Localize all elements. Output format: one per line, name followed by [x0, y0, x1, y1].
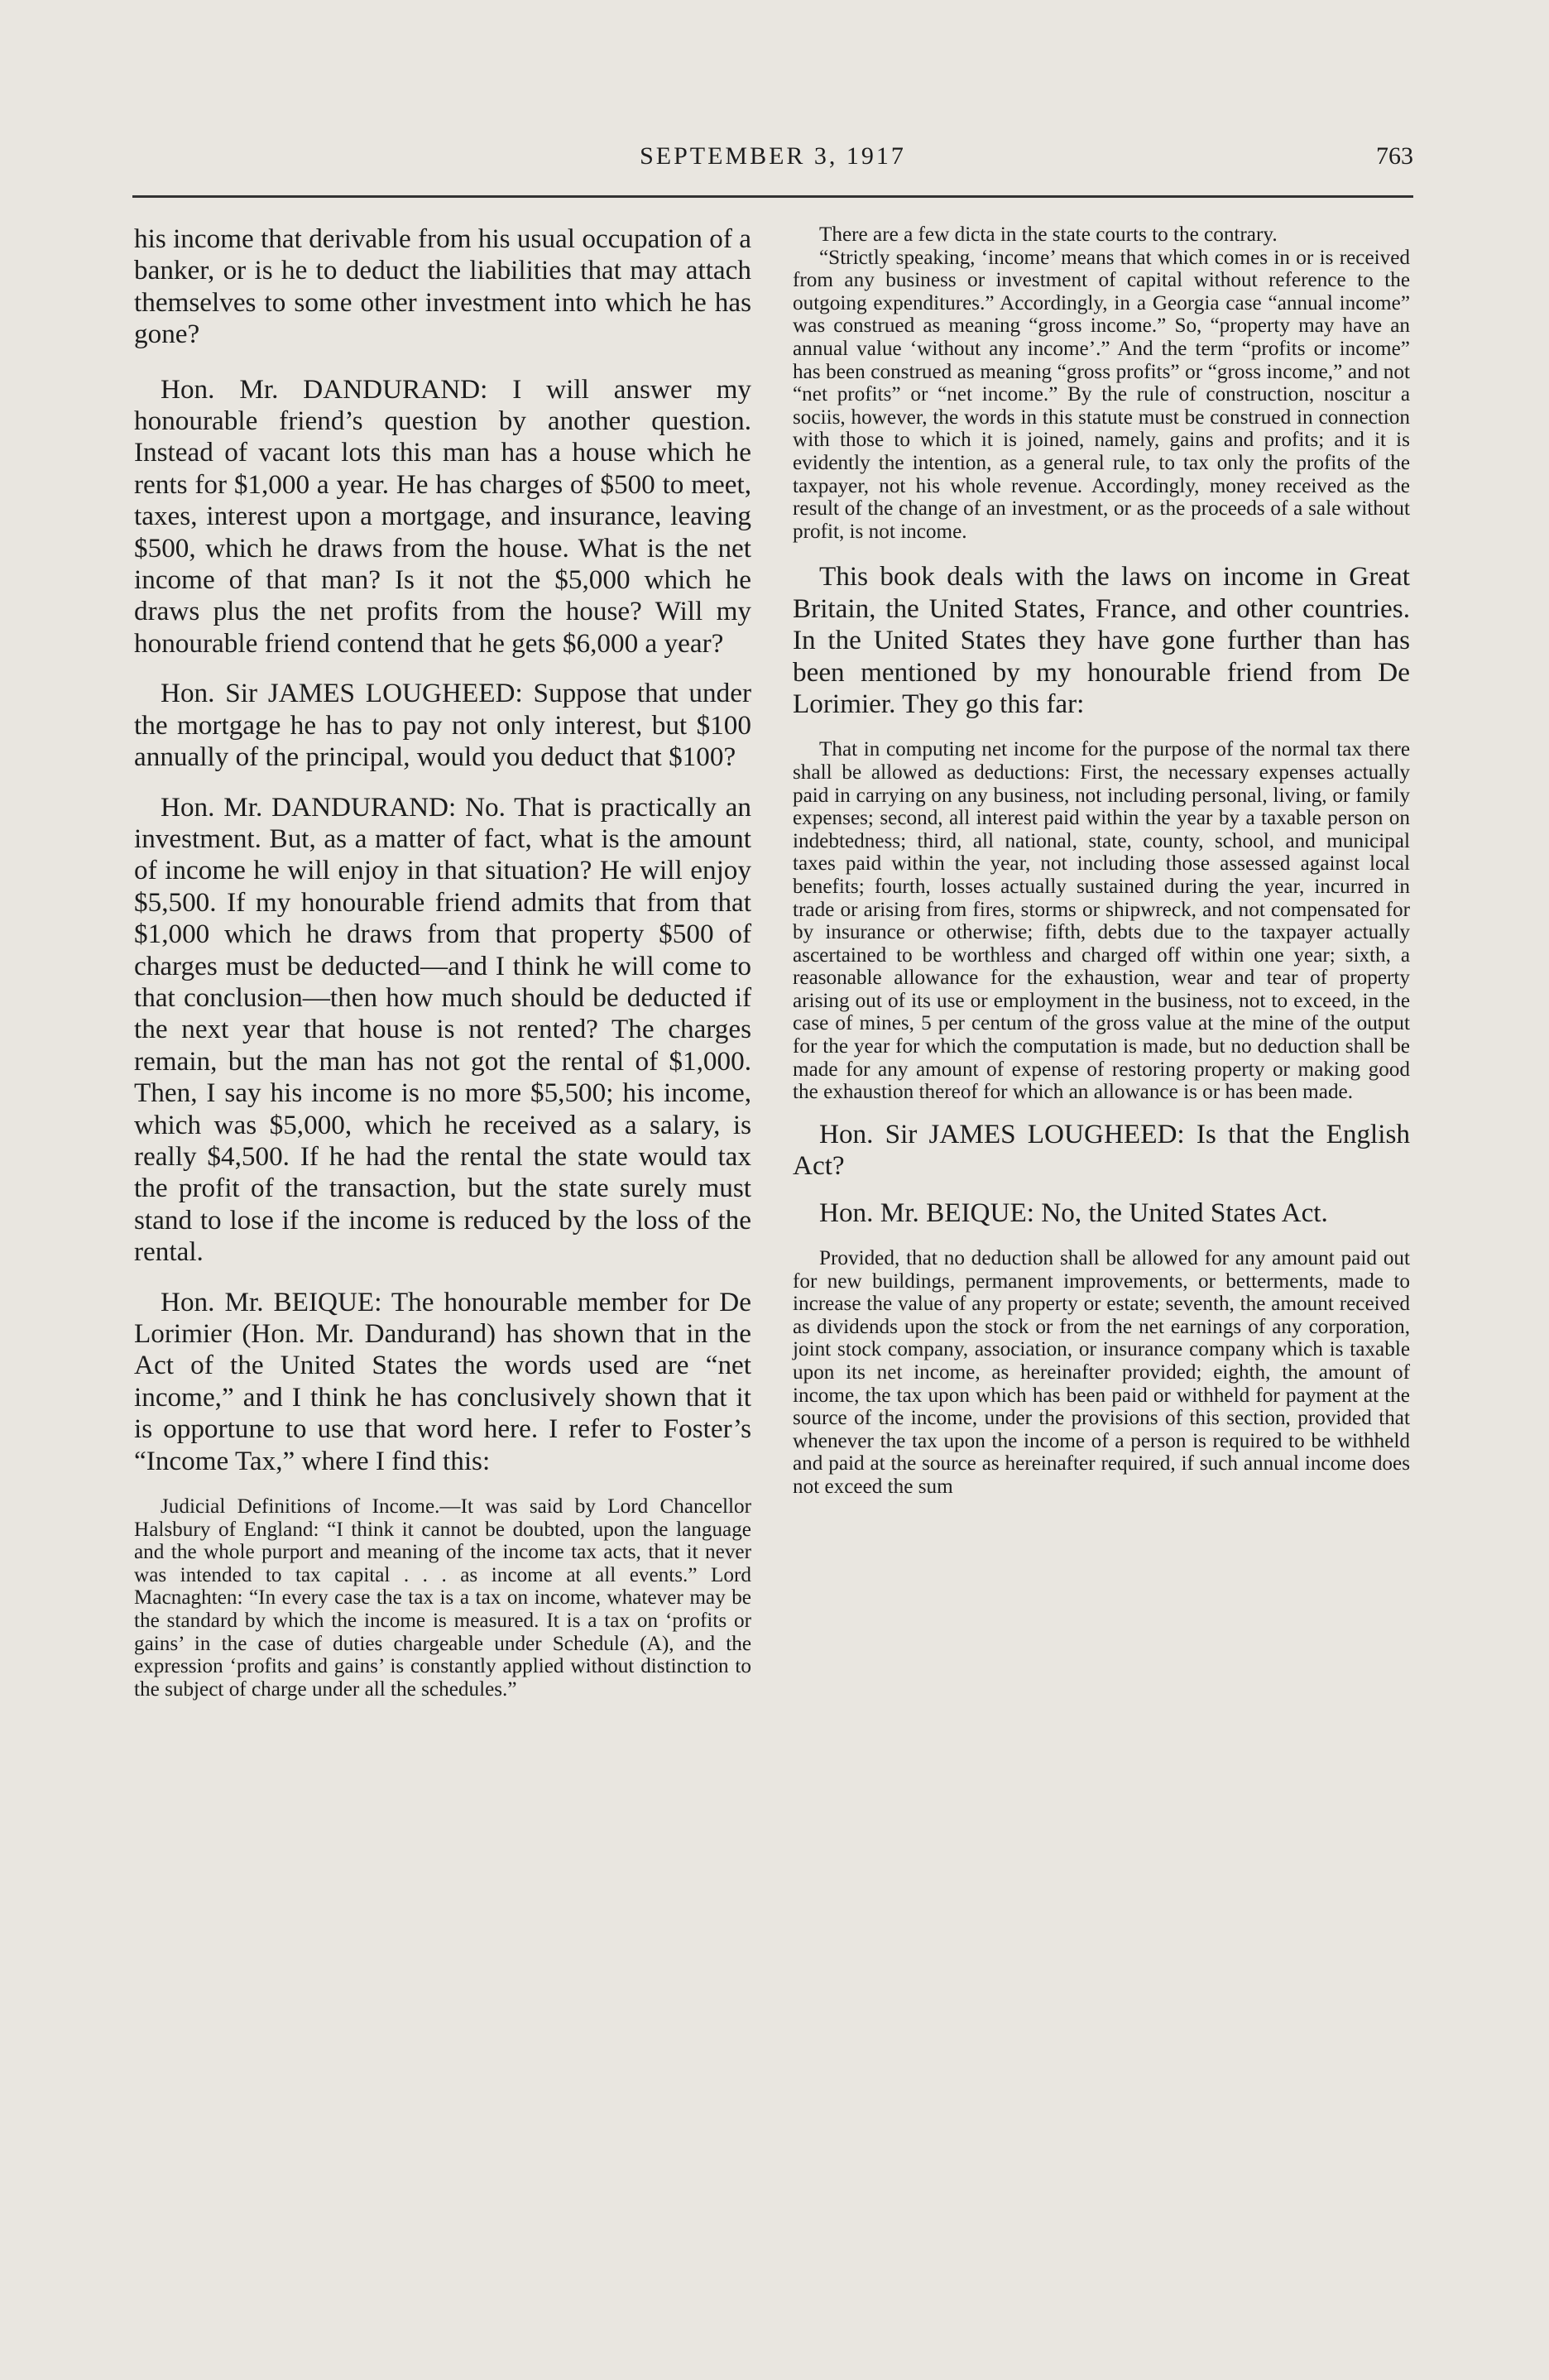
page-number: 763	[1376, 142, 1413, 170]
page-header	[132, 132, 1413, 184]
paragraph-beique-statement: Hon. Mr. BEIQUE: The honourable member for De Lorimier (Hon. Mr. Dandurand) has shown that in the Act of the United States the words used are “net income,” and I think he has conclusively shown that it is opportune to use that word here. I refer to Foster’s “Income Tax,” where I find this:	[134, 1286, 751, 1476]
paragraph-continuation: his income that derivable from his usual occupation of a banker, or is he to deduct the liabilities that may attach themselves to some other investment into which he has gone?	[134, 223, 751, 350]
header-date: SEPTEMBER 3, 1917	[640, 142, 906, 170]
left-column	[134, 223, 751, 1701]
quotation-deductions: That in computing net income for the purpose of the normal tax there shall be allowed as deductions: First, the necessary expenses actually paid in carrying on any business, not including personal, living, or family expenses; second, all interest paid within the year by a taxable person on indebtedness; third, all national, state, county, school, and municipal taxes paid within the year, not including those assessed against local benefits; fourth, losses actually sustained during the year, incurred in trade or arising from fires, storms or shipwreck, and not compensated for by insurance or otherwise; fifth, debts due to the taxpayer actually ascertained to be worthless and charged off within one year; sixth, a reasonable allowance for the exhaustion, wear and tear of property arising out of its use or employment in the business, not to exceed, in the case of mines, 5 per centum of the gross value at the mine of the output for the year for which the computation is made, but no deduction shall be made for any amount of expense of restoring property or making good the exhaustion thereof for which an allowance is or has been made.	[793, 738, 1410, 1104]
paragraph-beique-united-states-act: Hon. Mr. BEIQUE: No, the United States Act.	[819, 1197, 1328, 1228]
quotation-judicial-definitions: Judicial Definitions of Income.—It was said by Lord Chancellor Halsbury of England: “I think it cannot be doubted, upon the language and the whole purport and meaning of the income tax acts, that it never was intended to tax capital . . . as income at all events.” Lord Macnaghten: “In every case the tax is a tax on income, whatever may be the standard by which the income is measured. It is a tax on ‘profits or gains’ in the case of duties chargeable under Schedule (A), and the expression ‘profits and gains’ is constantly applied without distinction to the subject of charge under all the schedules.”	[134, 1495, 751, 1701]
paragraph-lougheed-question: Hon. Sir JAMES LOUGHEED: Suppose that under the mortgage he has to pay not only interest, but $100 annually of the principal, would you deduct that $100?	[134, 678, 751, 773]
quotation-strictly-speaking: “Strictly speaking, ‘income’ means that which comes in or is received from any business or investment of capital without reference to the outgoing expenditures.” Accordingly, in a Georgia case “annual income” was construed as meaning “gross income.” So, “property may have an annual value ‘without any income’.” And the term “profits or income” has been construed as meaning “gross profits” or “gross income,” and not “net profits” or “net income.” By the rule of construction, noscitur a sociis, however, the words in this statute must be construed in connection with those to which it is joined, namely, gains and profits; and it is evidently the intention, as a general rule, to tax only the profits of the taxpayer, not his whole revenue. Accordingly, money received as the result of the change of an investment, or as the proceeds of a sale without profit, is not income.	[793, 246, 1410, 543]
quotation-provided: Provided, that no deduction shall be allowed for any amount paid out for new buildings, permanent improvements, or betterments, made to increase the value of any property or estate; seventh, the amount received as dividends upon the stock or from the net earnings of any corporation, joint stock company, association, or insurance company which is taxable upon its net income, as hereinafter provided; eighth, the amount of income, the tax upon which has been paid or withheld for payment at the source of the income, under the provisions of this section, provided that whenever the tax upon the income of a person is required to be withheld and paid at the source as hereinafter required, if such annual income does not exceed the sum	[793, 1247, 1410, 1498]
paragraph-lougheed-english-act: Hon. Sir JAMES LOUGHEED: Is that the English Act?	[793, 1118, 1410, 1182]
quotation-state-courts: There are a few dicta in the state courts to the contrary.	[819, 223, 1278, 246]
paragraph-dandurand-answer: Hon. Mr. DANDURAND: I will answer my honourable friend’s question by another question. Instead of vacant lots this man has a house which he rents for $1,000 a year. He has charges of $500 to meet, taxes, interest upon a mortgage, and insurance, leaving $500, which he draws from the house. What is the net income of that man? Is it not the $5,000 which he draws plus the net profits from the house? Will my honourable friend contend that he gets $6,000 a year?	[134, 373, 751, 659]
paragraph-book-deals: This book deals with the laws on income in Great Britain, the United States, France, and other countries. In the United States they have gone further than has been mentioned by my honourable friend from De Lorimier. They go this far:	[793, 561, 1410, 719]
header-rule	[132, 195, 1413, 198]
right-column	[793, 223, 1410, 1499]
paragraph-dandurand-reply: Hon. Mr. DANDURAND: No. That is practically an investment. But, as a matter of fact, what is the amount of income he will enjoy in that situation? He will enjoy $5,500. If my honourable friend admits that from that $1,000 which he draws from that property $500 of charges must be deducted—and I think he will come to that conclusion—then how much should be deducted if the next year that house is not rented? The charges remain, but the man has not got the rental of $1,000. Then, I say his income is no more $5,500; his income, which was $5,000, which he received as a salary, is really $4,500. If he had the rental the state would tax the profit of the transaction, but the state surely must stand to lose if the income is reduced by the loss of the rental.	[134, 791, 751, 1268]
